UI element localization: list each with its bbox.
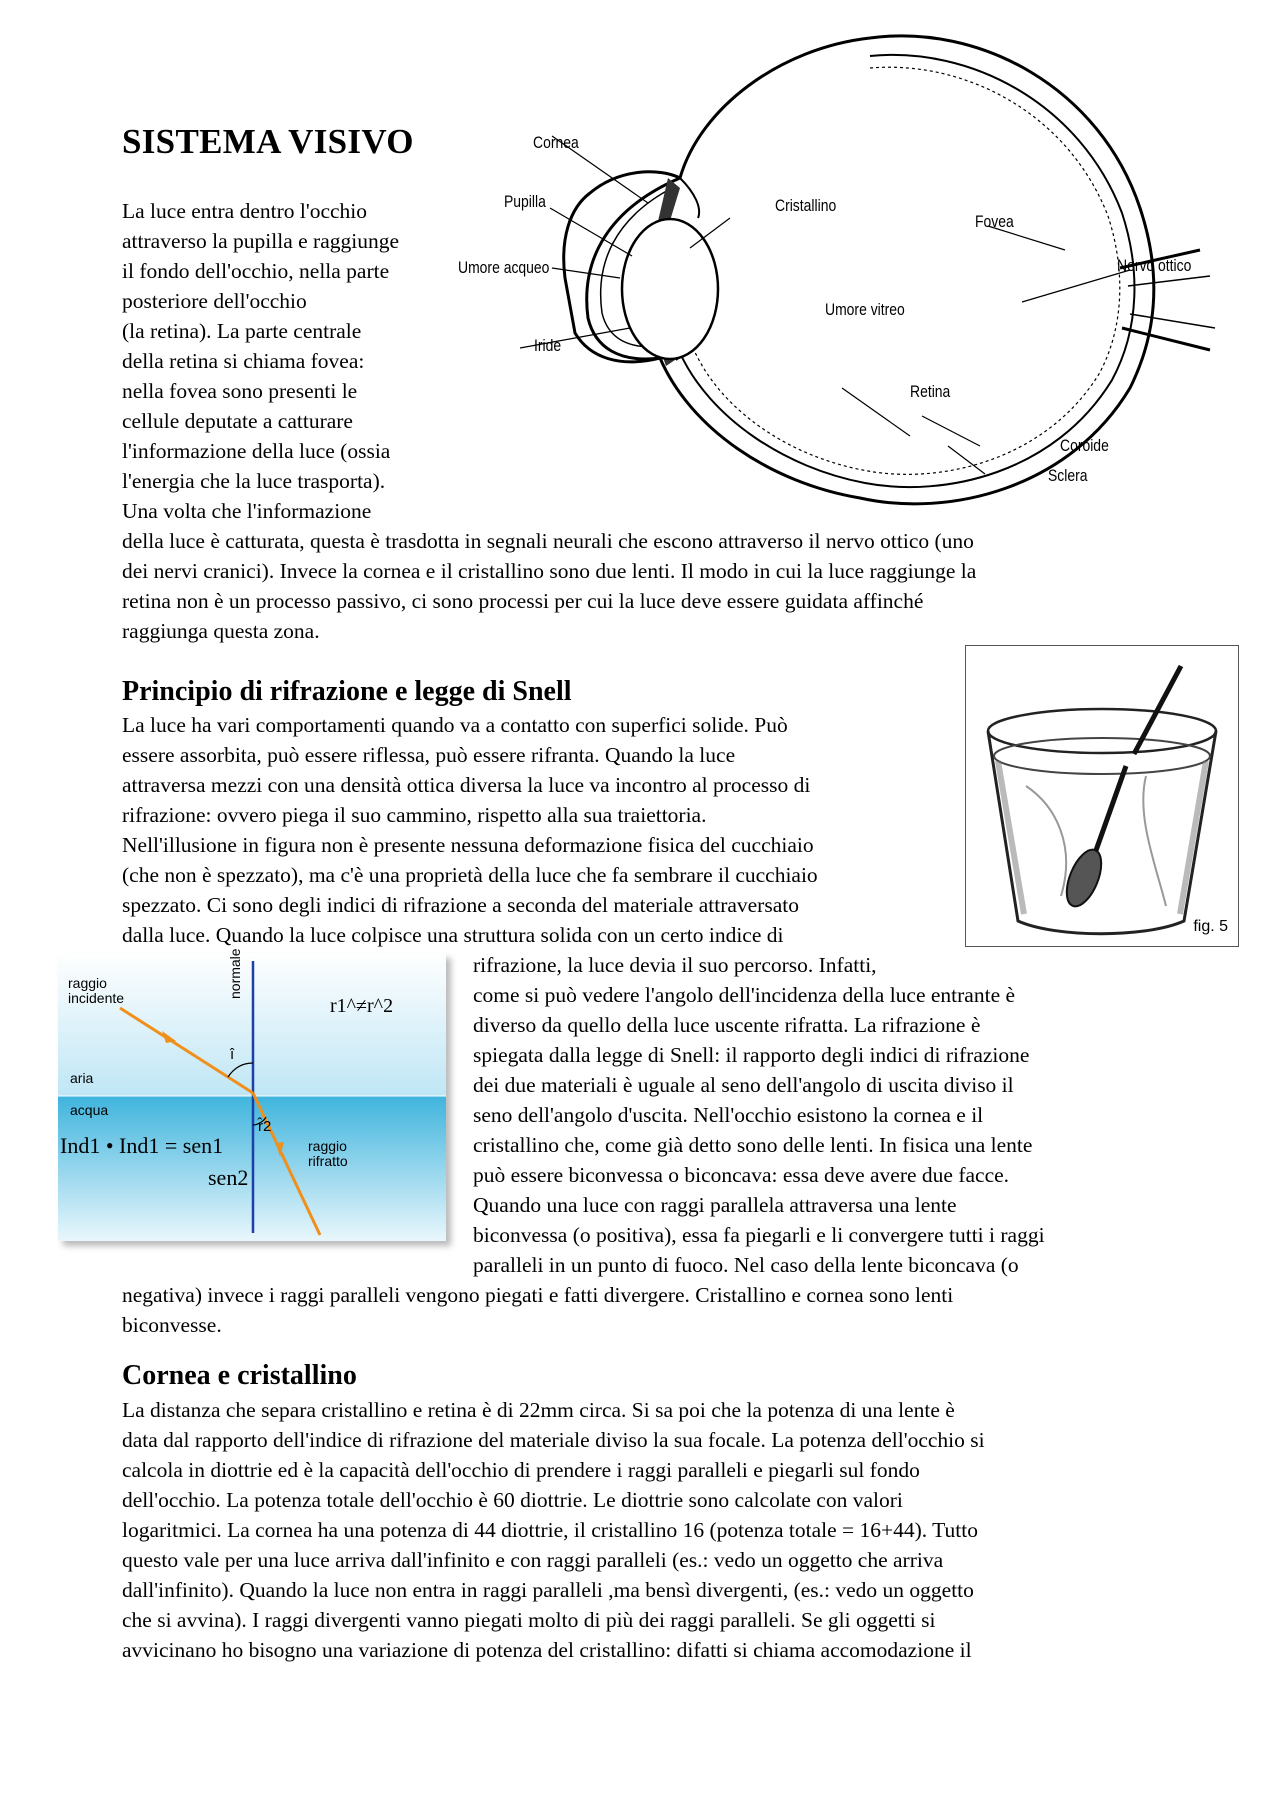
text-line: seno dell'angolo d'uscita. Nell'occhio esistono la cornea e il (473, 1103, 984, 1127)
intro-line: Una volta che l'informazione (122, 499, 372, 523)
text-line: Nell'illusione in figura non è presente nessuna deformazione fisica del cucchiaio (122, 833, 814, 857)
text-line: essere assorbita, può essere riflessa, può essere rifranta. Quando la luce (122, 743, 736, 767)
intro-line: il fondo dell'occhio, nella parte (122, 259, 390, 283)
text-line: rifrazione: ovvero piega il suo cammino, rispetto alla sua traiettoria. (122, 803, 707, 827)
section-heading-rifrazione: Principio di rifrazione e legge di Snell (122, 676, 572, 707)
text-line: cristallino che, come già detto sono delle lenti. In fisica una lente (473, 1133, 1033, 1157)
label-coroide: Coroide (1060, 436, 1109, 455)
text-line: dei due materiali è uguale al seno dell'angolo di uscita diviso il (473, 1073, 1014, 1097)
intro-line: raggiunga questa zona. (122, 619, 320, 643)
label-raggio-incidente: raggio incidente (68, 975, 125, 1006)
section-heading-cornea: Cornea e cristallino (122, 1360, 357, 1391)
text-line: Quando una luce con raggi parallela attraversa una lente (473, 1193, 957, 1217)
label-fovea: Fovea (975, 212, 1014, 231)
label-pupilla: Pupilla (504, 192, 546, 211)
glass-spoon-figure (965, 645, 1239, 947)
text-line: rifrazione, la luce devia il suo percorso. Infatti, (473, 953, 877, 977)
label-angle-i: î (230, 1046, 235, 1063)
label-angle-r: r̂2 (258, 1118, 272, 1135)
label-umore-vitreo: Umore vitreo (825, 300, 905, 319)
text-line: paralleli in un punto di fuoco. Nel caso della lente biconcava (o (473, 1253, 1019, 1277)
figure-caption: fig. 5 (1193, 918, 1228, 935)
text-line: dall'infinito). Quando la luce non entra in raggi paralleli ,ma bensì divergenti, (es.: vedo un oggetto (122, 1578, 974, 1602)
text-line: logaritmici. La cornea ha una potenza di 44 diottrie, il cristallino 16 (potenza totale = 16+44). Tutto (122, 1518, 978, 1542)
label-aria: aria (70, 1070, 94, 1086)
label-normale: normale (227, 948, 243, 999)
intro-line: della luce è catturata, questa è trasdotta in segnali neurali che escono attraverso il nervo ottico (uno (122, 529, 974, 553)
formula-angles: r1^≠r^2 (330, 995, 394, 1017)
label-acqua: acqua (70, 1102, 109, 1118)
text-line: negativa) invece i raggi paralleli vengono piegati e fatti divergere. Cristallino e cornea sono lenti (122, 1283, 954, 1307)
intro-line: retina non è un processo passivo, ci sono processi per cui la luce deve essere guidata affinché (122, 589, 924, 613)
text-line: (che non è spezzato), ma c'è una proprietà della luce che fa sembrare il cucchiaio (122, 863, 818, 887)
retina-outline (680, 55, 1134, 487)
text-line: biconvessa (o positiva), essa fa piegarli e li convergere tutti i raggi (473, 1223, 1045, 1247)
rifrazione-paragraph-middle (473, 950, 1045, 1280)
text-line: spezzato. Ci sono degli indici di rifrazione a seconda del materiale attraversato (122, 893, 799, 917)
label-nervo-ottico: Nervo ottico (1117, 256, 1192, 275)
label-umore-acqueo: Umore acqueo (458, 258, 550, 277)
text-line: può essere biconvessa o biconcava: essa deve avere due facce. (473, 1163, 1010, 1187)
intro-line: La luce entra dentro l'occhio (122, 199, 368, 223)
intro-line: l'informazione della luce (ossia (122, 439, 391, 463)
intro-line: cellule deputate a catturare (122, 409, 353, 433)
label-retina: Retina (910, 382, 951, 401)
choroid-line (694, 67, 1120, 474)
text-line: come si può vedere l'angolo dell'incidenza della luce entrante è (473, 983, 1016, 1007)
text-line: data dal rapporto dell'indice di rifrazione del materiale diviso la sua focale. La potenza dell'occhio si (122, 1428, 985, 1452)
text-line: biconvesse. (122, 1313, 222, 1337)
text-line: diverso da quello della luce uscente rifratta. La rifrazione è (473, 1013, 981, 1037)
text-line: che si avvina). I raggi divergenti vanno piegati molto di più dei raggi paralleli. Se gli oggetti si (122, 1608, 936, 1632)
intro-line: posteriore dell'occhio (122, 289, 307, 313)
text-line: dalla luce. Quando la luce colpisce una struttura solida con un certo indice di (122, 923, 784, 947)
intro-line: l'energia che la luce trasporta). (122, 469, 386, 493)
snell-refraction-diagram (58, 948, 446, 1241)
label-cristallino: Cristallino (775, 196, 837, 215)
text-line: La distanza che separa cristallino e retina è di 22mm circa. Si sa poi che la potenza di una lente è (122, 1398, 955, 1422)
text-line: spiegata dalla legge di Snell: il rapporto degli indici di rifrazione (473, 1043, 1030, 1067)
rifrazione-paragraph-lower (122, 1280, 953, 1340)
text-line: attraversa mezzi con una densità ottica diversa la luce va incontro al processo di (122, 773, 811, 797)
intro-line: dei nervi cranici). Invece la cornea e il cristallino sono due lenti. Il modo in cui la luce raggiunge la (122, 559, 977, 583)
text-line: calcola in diottrie ed è la capacità dell'occhio di prendere i raggi paralleli e piegarli sul fondo (122, 1458, 920, 1482)
formula-snell: Ind1 • Ind1 = sen1 (60, 1133, 224, 1158)
intro-line: della retina si chiama fovea: (122, 349, 365, 373)
rifrazione-paragraph-upper (122, 710, 818, 950)
text-line: dell'occhio. La potenza totale dell'occhio è 60 diottrie. Le diottrie sono calcolate con valori (122, 1488, 903, 1512)
intro-line: attraverso la pupilla e raggiunge (122, 229, 400, 253)
label-raggio-rifratto: raggio rifratto (308, 1138, 348, 1169)
lens-shape (622, 219, 718, 359)
glass-spoon-illustration (966, 646, 1238, 946)
formula-denominator: sen2 (208, 1165, 249, 1190)
intro-line: nella fovea sono presenti le (122, 379, 358, 403)
label-cornea: Cornea (533, 133, 579, 152)
page-title: SISTEMA VISIVO (122, 122, 414, 161)
label-sclera: Sclera (1048, 466, 1088, 485)
label-iride: Iride (534, 336, 562, 355)
text-line: La luce ha vari comportamenti quando va a contatto con superfici solide. Può (122, 713, 788, 737)
text-line: questo vale per una luce arriva dall'infinito e con raggi paralleli (es.: vedo un oggetto che arriva (122, 1548, 944, 1572)
intro-line: (la retina). La parte centrale (122, 319, 362, 343)
text-line: avvicinano ho bisogno una variazione di potenza del cristallino: difatti si chiama accomodazione il (122, 1638, 972, 1662)
cornea-paragraph (122, 1395, 985, 1665)
